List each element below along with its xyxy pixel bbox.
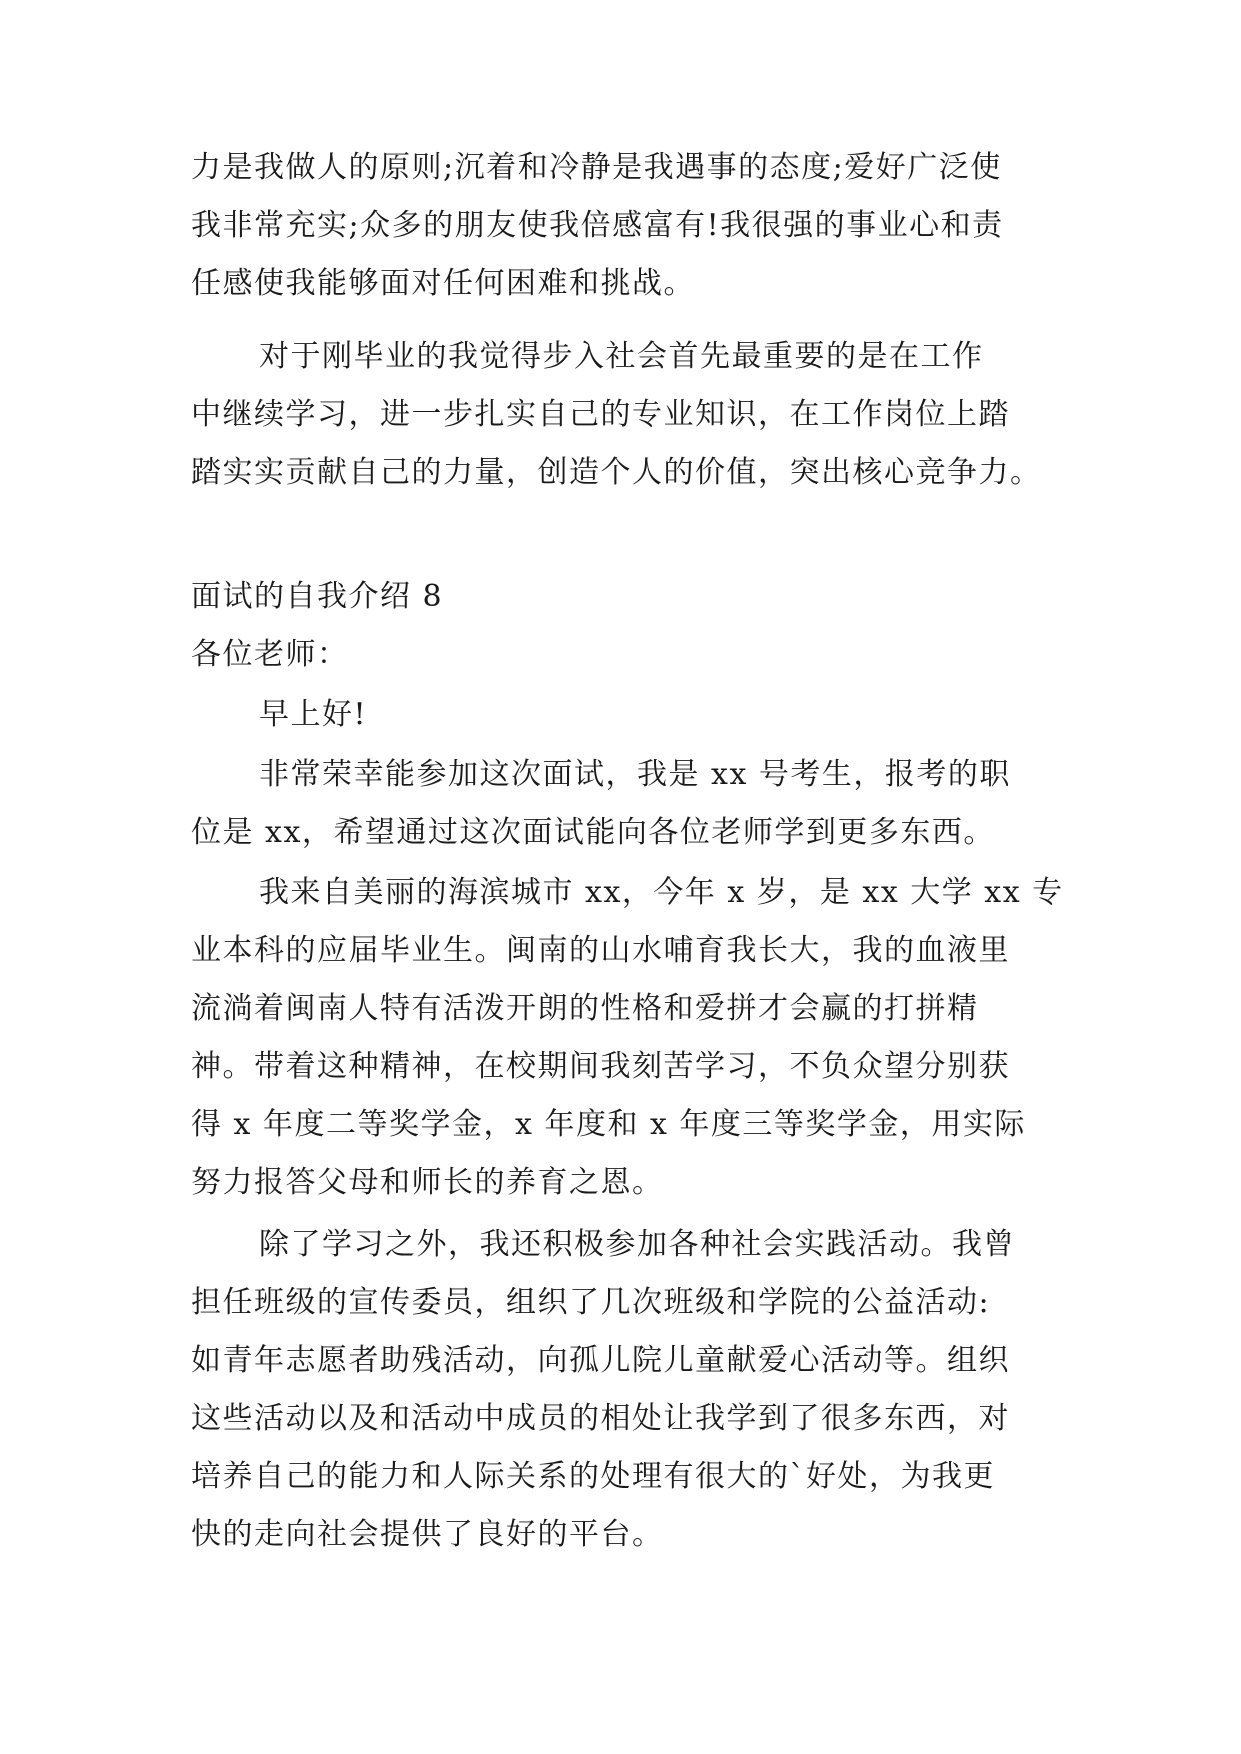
salutation: 各位老师：: [191, 637, 349, 672]
section-title-block: [191, 568, 1051, 684]
greeting: 早上好!: [259, 697, 368, 732]
paragraph-origin: [191, 864, 1064, 1212]
text-line: 努力报答父母和师长的养育之恩。: [191, 1165, 664, 1200]
text-line: 这些活动以及和活动中成员的相处让我学到了很多东西，对: [191, 1401, 1010, 1436]
paragraph-after-graduation: [191, 328, 1051, 502]
text-line: 对于刚毕业的我觉得步入社会首先最重要的是在工作: [259, 339, 984, 374]
text-line: 力是我做人的原则;沉着和冷静是我遇事的态度;爱好广泛使: [191, 150, 1002, 185]
text-line: 我来自美丽的海滨城市 xx，今年 x 岁，是 xx 大学 xx 专: [259, 875, 1064, 910]
text-line: 如青年志愿者助残活动，向孤儿院儿童献爱心活动等。组织: [191, 1343, 1010, 1378]
text-line: 培养自己的能力和人际关系的处理有很大的`好处，为我更: [191, 1459, 995, 1494]
text-line: 流淌着闽南人特有活泼开朗的性格和爱拼才会赢的打拼精: [191, 991, 979, 1026]
text-line: 快的走向社会提供了良好的平台。: [191, 1517, 664, 1552]
text-line: 位是 xx，希望通过这次面试能向各位老师学到更多东西。: [191, 815, 995, 850]
text-line: 得 x 年度二等奖学金，x 年度和 x 年度三等奖学金，用实际: [191, 1107, 1026, 1142]
section-title: 面试的自我介绍 8: [191, 579, 444, 614]
greeting-block: [191, 686, 1051, 744]
text-line: 中继续学习，进一步扎实自己的专业知识，在工作岗位上踏: [191, 397, 1010, 432]
paragraph-intro-end: [191, 139, 1051, 313]
paragraph-honor: [191, 746, 1051, 862]
text-line: 除了学习之外，我还积极参加各种社会实践活动。我曾: [259, 1227, 1015, 1262]
text-line: 神。带着这种精神，在校期间我刻苦学习，不负众望分别获: [191, 1049, 1010, 1084]
paragraph-activities: [191, 1216, 1051, 1564]
text-line: 非常荣幸能参加这次面试，我是 xx 号考生，报考的职: [259, 757, 1011, 792]
text-line: 踏实实贡献自己的力量，创造个人的价值，突出核心竞争力。: [191, 455, 1042, 490]
text-line: 我非常充实;众多的朋友使我倍感富有!我很强的事业心和责: [191, 208, 1004, 243]
text-line: 任感使我能够面对任何困难和挑战。: [191, 266, 695, 301]
text-line: 业本科的应届毕业生。闽南的山水哺育我长大，我的血液里: [191, 933, 1010, 968]
text-line: 担任班级的宣传委员，组织了几次班级和学院的公益活动:: [191, 1285, 991, 1320]
